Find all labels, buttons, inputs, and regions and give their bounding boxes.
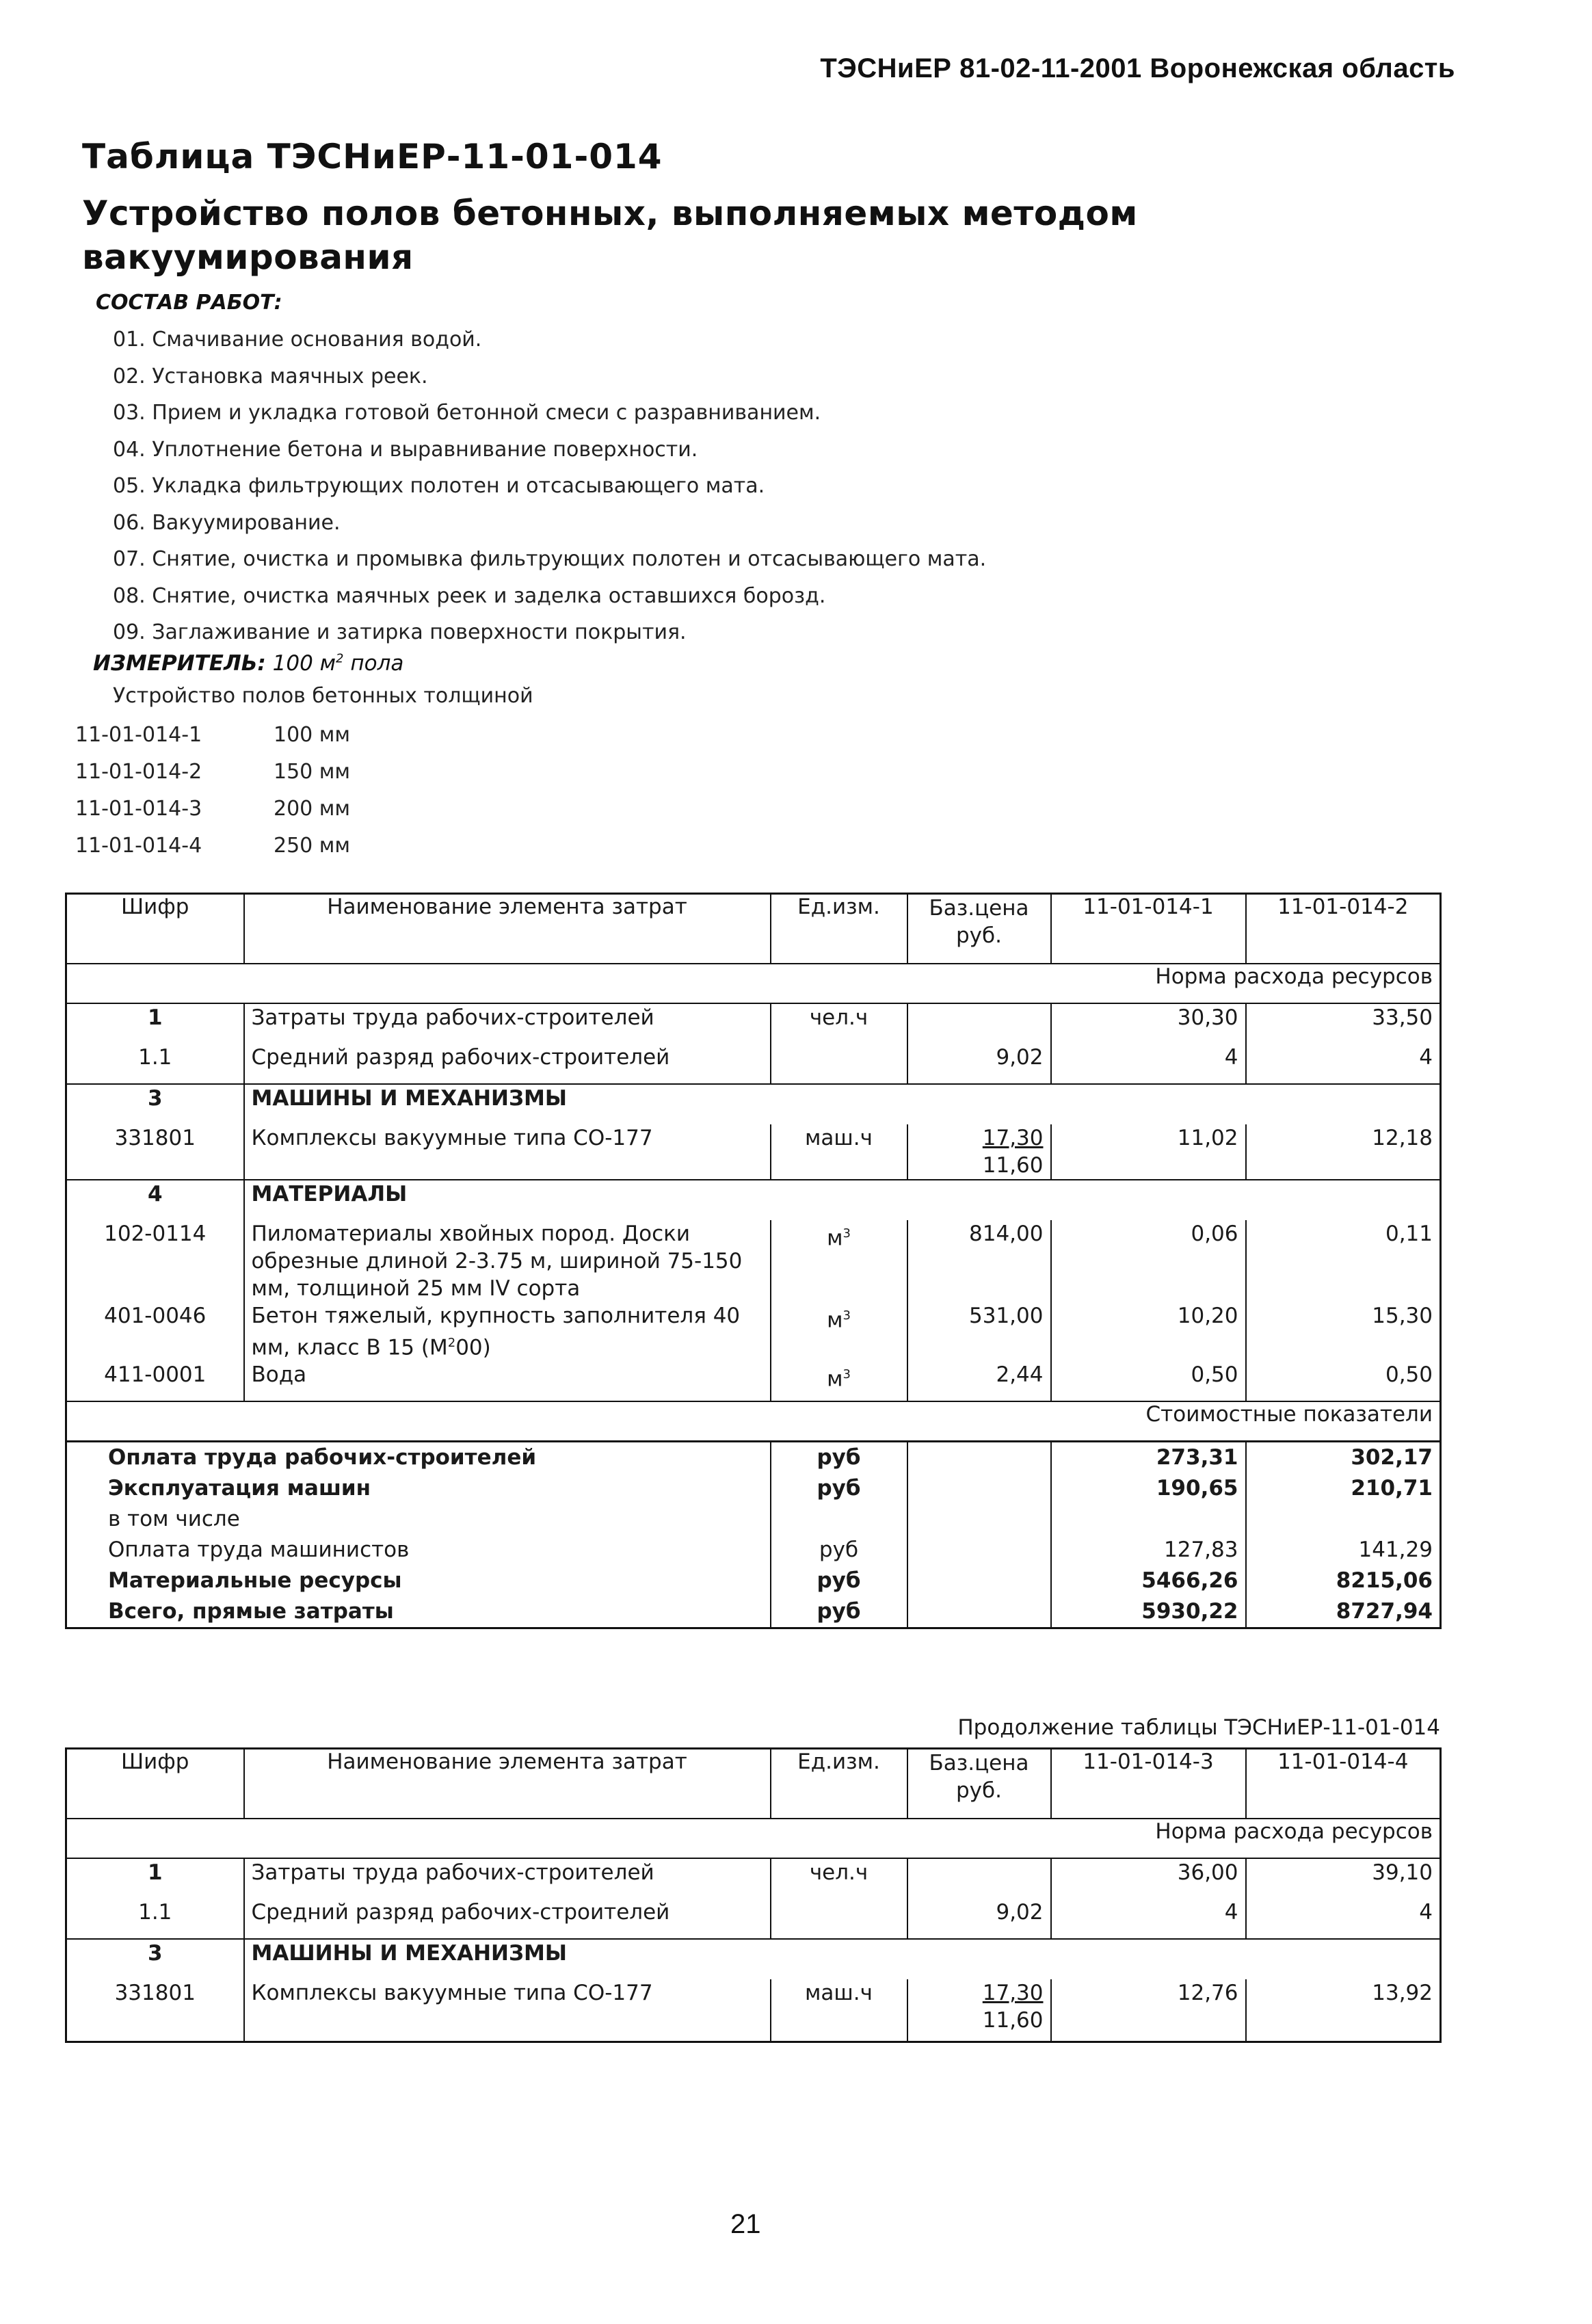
resource-table-2 <box>65 1747 1442 2043</box>
variant-row: 11-01-014-3 200 мм <box>75 797 351 821</box>
header-code: Шифр <box>66 894 244 964</box>
header-col-b: 11-01-014-4 <box>1246 1749 1441 1819</box>
sum-row: Всего, прямые затраты руб 5930,22 8727,94 <box>66 1596 1441 1628</box>
work-item: 02. Установка маячных реек. <box>113 364 428 388</box>
sum-row: Оплата труда рабочих-строителей руб 273,31 302,17 <box>66 1442 1441 1474</box>
section-row-materials: 4 МАТЕРИАЛЫ <box>66 1180 1441 1220</box>
variant-row: 11-01-014-1 100 мм <box>75 723 351 747</box>
resource-table-1 <box>65 893 1442 1629</box>
section-row-machines: 3 МАШИНЫ И МЕХАНИЗМЫ <box>66 1084 1441 1124</box>
table-row: 331801 Комплексы вакуумные типа СО-177 маш.ч 17,30 11,60 12,76 13,92 <box>66 1979 1441 2042</box>
table-row: 102-0114 Пиломатериалы хвойных пород. Доски обрезные длиной 2-3.75 м, шириной 75-150 мм, толщиной 25 мм IV сорта $м^3$ 814,00 0,06 0,11 <box>66 1220 1441 1302</box>
sum-row: Оплата труда машинистов руб 127,83 141,29 <box>66 1535 1441 1566</box>
table-row: 331801 Комплексы вакуумные типа СО-177 маш.ч 17,30 11,60 11,02 12,18 <box>66 1124 1441 1180</box>
table-title: Таблица ТЭСНиЕР-11-01-014 <box>82 137 663 176</box>
header-name: Наименование элемента затрат <box>244 894 771 964</box>
page-number: 21 <box>730 2209 761 2239</box>
cost-label-row: Стоимостные показатели <box>66 1401 1441 1442</box>
work-item: 05. Укладка фильтрующих полотен и отсасывающего мата. <box>113 474 765 498</box>
work-item: 04. Уплотнение бетона и выравнивание поверхности. <box>113 437 698 462</box>
header-name: Наименование элемента затрат <box>244 1749 771 1819</box>
sum-row: Эксплуатация машин руб 190,65 210,71 <box>66 1473 1441 1504</box>
norm-label-row: Норма расхода ресурсов <box>66 964 1441 1003</box>
meter <box>93 651 403 676</box>
work-item: 06. Вакуумирование. <box>113 510 341 535</box>
table-row: 1 Затраты труда рабочих-строителей чел.ч 30,30 33,50 <box>66 1003 1441 1044</box>
meter-value: 100 $м^2$ пола <box>272 651 404 676</box>
document-code: ТЭСНиЕР 81-02-11-2001 Воронежская область <box>820 53 1455 83</box>
section-row-machines: 3 МАШИНЫ И МЕХАНИЗМЫ <box>66 1939 1441 1979</box>
norm-label-row: Норма расхода ресурсов <box>66 1819 1441 1858</box>
work-item: 08. Снятие, очистка маячных реек и заделка оставшихся борозд. <box>113 583 826 608</box>
variant-row: 11-01-014-4 250 мм <box>75 834 351 858</box>
sum-row: в том числе <box>66 1504 1441 1535</box>
continuation-caption: Продолжение таблицы ТЭСНиЕР-11-01-014 <box>957 1715 1440 1740</box>
table-header-row <box>66 894 1441 964</box>
work-item: 03. Прием и укладка готовой бетонной смеси с разравниванием. <box>113 401 821 425</box>
table-row: 401-0046 Бетон тяжелый, крупность заполнителя 40 мм, класс В 15 $(М^200)$ $м^3$ 531,00 10,20 15,30 <box>66 1302 1441 1361</box>
header-col-b: 11-01-014-2 <box>1246 894 1441 964</box>
works-label: СОСТАВ РАБОТ: <box>96 291 282 315</box>
work-item: 09. Заглаживание и затирка поверхности покрытия. <box>113 620 687 644</box>
sum-row: Материальные ресурсы руб 5466,26 8215,06 <box>66 1566 1441 1596</box>
header-col-a: 11-01-014-1 <box>1051 894 1246 964</box>
header-code: Шифр <box>66 1749 244 1819</box>
works-list <box>113 321 986 651</box>
header-price: Баз.цена руб. <box>907 1749 1051 1819</box>
table-row: 1 Затраты труда рабочих-строителей чел.ч 36,00 39,10 <box>66 1858 1441 1899</box>
thickness-caption: Устройство полов бетонных толщиной <box>113 684 533 708</box>
table-header-row <box>66 1749 1441 1819</box>
variant-row: 11-01-014-2 150 мм <box>75 760 351 784</box>
table-row: 1.1 Средний разряд рабочих-строителей 9,02 4 4 <box>66 1044 1441 1084</box>
header-unit: Ед.изм. <box>771 1749 907 1819</box>
table-subtitle: Устройство полов бетонных, выполняемых методом вакуумирования <box>82 194 1138 277</box>
variants-list <box>75 717 350 864</box>
header-price: Баз.цена руб. <box>907 894 1051 964</box>
table-row: 411-0001 Вода $м^3$ 2,44 0,50 0,50 <box>66 1361 1441 1401</box>
header-unit: Ед.изм. <box>771 894 907 964</box>
header-col-a: 11-01-014-3 <box>1051 1749 1246 1819</box>
work-item: 01. Смачивание основания водой. <box>113 328 482 352</box>
table-row: 1.1 Средний разряд рабочих-строителей 9,02 4 4 <box>66 1899 1441 1939</box>
meter-label: ИЗМЕРИТЕЛЬ: <box>93 651 266 676</box>
work-item: 07. Снятие, очистка и промывка фильтрующих полотен и отсасывающего мата. <box>113 547 987 571</box>
